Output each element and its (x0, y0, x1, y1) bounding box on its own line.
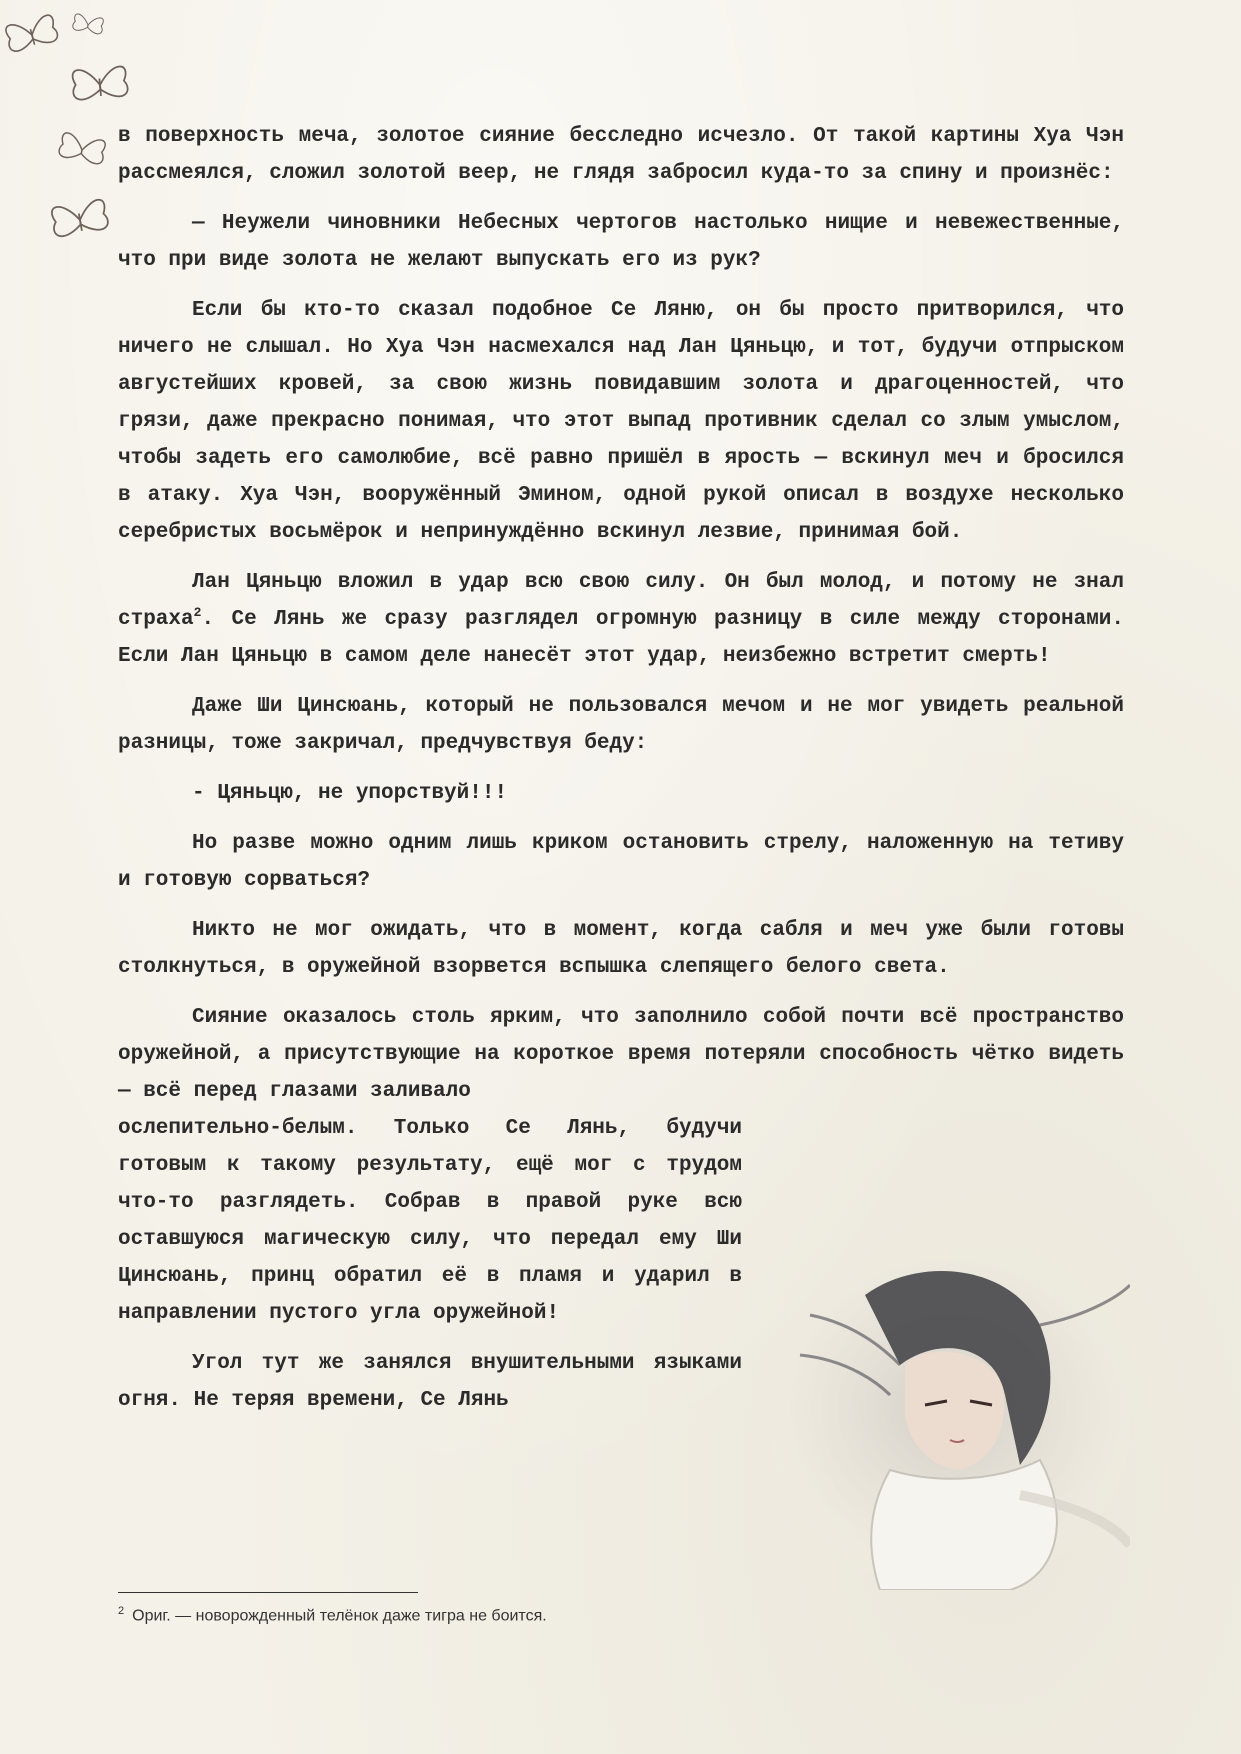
butterfly-icon (72, 13, 104, 34)
paragraph-continued: ослепительно-белым. Только Се Лянь, будучи готовым к такому результату, ещё мог с трудом что-то разглядеть. Собрав в правой руке всю оставшуюся магическую силу, что передал ему Ши Цинсюань, принц обратил её в пламя и ударил в направлении пустого угла оружейной! (118, 1117, 742, 1325)
footnote-separator (118, 1592, 418, 1593)
footnote-text: Ориг. — новорожденный телёнок даже тигра не боится. (132, 1607, 547, 1625)
paragraph: Если бы кто-то сказал подобное Се Ляню, он бы просто притворился, что ничего не слышал. Но Хуа Чэн насмехался над Лан Цяньцю, и тот, будучи отпрыском августейших кровей, за свою жизнь повидавшим золота и драгоценностей, что грязи, даже прекрасно понимая, что этот выпад противник сделал со злым умыслом, чтобы задеть его самолюбие, всё равно пришёл в ярость — вскинул меч и бросился в атаку. Хуа Чэн, вооружённый Эмином, одной рукой описал в воздухе несколько серебристых восьмёрок и непринуждённо вскинул лезвие, принимая бой. (118, 299, 1124, 544)
butterfly-icon (4, 14, 59, 53)
paragraph: Угол тут же занялся внушительными языками огня. Не теряя времени, Се Лянь (118, 1352, 742, 1412)
paragraph: Но разве можно одним лишь криком остановить стрелу, наложенную на тетиву и готовую сорваться? (118, 832, 1124, 892)
paragraph: — Неужели чиновники Небесных чертогов настолько нищие и невежественные, что при виде золота не желают выпускать его из рук? (118, 212, 1124, 272)
butterfly-decoration (0, 0, 130, 260)
paragraph: - Цяньцю, не упорствуй!!! (192, 782, 508, 805)
character-illustration (770, 1255, 1130, 1590)
butterfly-icon (71, 66, 128, 100)
butterfly-icon (58, 132, 107, 165)
butterfly-icon (50, 199, 109, 238)
footnote (118, 1605, 547, 1625)
paragraph: Никто не мог ожидать, что в момент, когда сабля и меч уже были готовы столкнуться, в оружейной взорвется вспышка слепящего белого света. (118, 919, 1124, 979)
paragraph: в поверхность меча, золотое сияние бесследно исчезло. От такой картины Хуа Чэн рассмеялся, сложил золотой веер, не глядя забросил куда-то за спину и произнёс: (118, 125, 1124, 185)
chapter-text (118, 118, 1124, 1432)
paragraph-text: . Се Лянь же сразу разглядел огромную разницу в силе между сторонами. Если Лан Цяньцю в самом деле нанесёт этот удар, неизбежно встретит смерть! (118, 608, 1124, 668)
paragraph (118, 564, 1124, 675)
paragraph-text: Лан Цяньцю вложил в удар всю свою силу. Он был молод, и потому не знал страха (118, 571, 1124, 631)
footnote-mark: 2 (118, 1605, 125, 1617)
footnote-reference[interactable]: 2 (193, 605, 202, 620)
paragraph: Сияние оказалось столь ярким, что заполнило собой почти всё пространство оружейной, а присутствующие на короткое время потеряли способность чётко видеть — всё перед глазами заливало (118, 1006, 1124, 1103)
paragraph: Даже Ши Цинсюань, который не пользовался мечом и не мог увидеть реальной разницы, тоже закричал, предчувствуя беду: (118, 695, 1124, 755)
